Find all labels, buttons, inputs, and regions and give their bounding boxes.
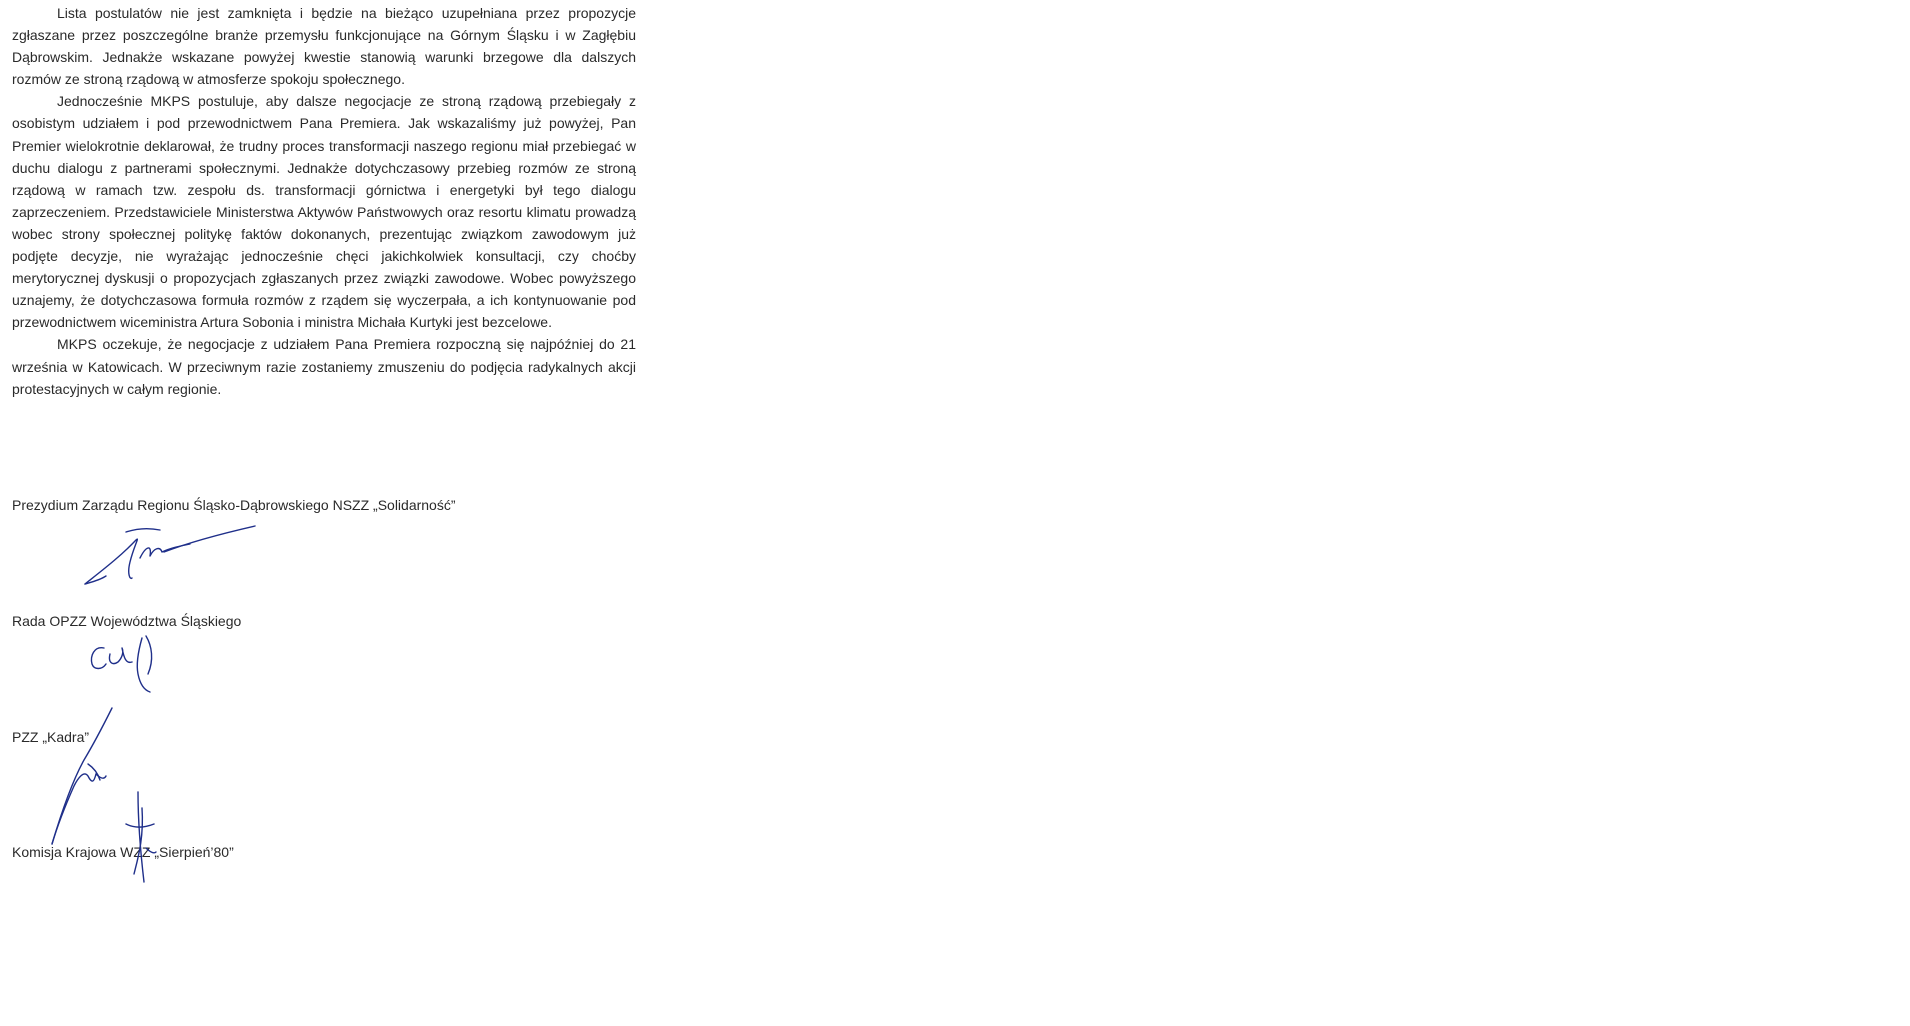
signatory-solidarnosc: Prezydium Zarządu Regionu Śląsko-Dąbrowskiego NSZZ „Solidarność” bbox=[12, 497, 456, 513]
paragraph-negotiations-premier: Jednocześnie MKPS postuluje, aby dalsze negocjacje ze stroną rządową przebiegały z osobistym udziałem i pod przewodnictwem Pana Premiera. Jak wskazaliśmy już powyżej, Pan Premier wielokrotnie deklarował, że trudny proces transformacji naszego regionu miał przebiegać w duchu dialogu z partnerami społecznymi. Jednakże dotychczasowy przebieg rozmów ze stroną rządową w ramach tzw. zespołu ds. transformacji górnictwa i energetyki był tego dialogu zaprzeczeniem. Przedstawiciele Ministerstwa Aktywów Państwowych oraz resortu klimatu prowadzą wobec strony społecznej politykę faktów dokonanych, prezentując związkom zawodowym już podjęte decyzje, nie wyrażając jednocześnie chęci jakichkolwiek konsultacji, czy choćby merytorycznej dyskusji o propozycjach zgłaszanych przez związki zawodowe. Wobec powyższego uznajemy, że dotychczasowa formuła rozmów z rządem się wyczerpała, a ich kontynuowanie pod przewodnictwem wiceministra Artura Sobonia i ministra Michała Kurtyki jest bezcelowe. bbox=[12, 93, 636, 331]
paragraph-deadline: MKPS oczekuje, że negocjacje z udziałem Pana Premiera rozpoczną się najpóźniej do 21 września w Katowicach. W przeciwnym razie zostaniemy zmuszeniu do podjęcia radykalnych akcji protestacyjnych w całym regionie. bbox=[12, 336, 636, 397]
signature-kadra bbox=[44, 704, 124, 854]
signatory-kadra: PZZ „Kadra” bbox=[12, 729, 90, 745]
signatory-wzz-sierpien80: Komisja Krajowa WZZ „Sierpień’80” bbox=[12, 844, 234, 860]
signature-solidarnosc bbox=[80, 522, 260, 590]
signatory-opzz: Rada OPZZ Województwa Śląskiego bbox=[12, 613, 242, 629]
signature-wzz bbox=[120, 788, 170, 884]
letter-body bbox=[12, 2, 636, 400]
signature-opzz bbox=[86, 634, 166, 692]
paragraph-postulates-list: Lista postulatów nie jest zamknięta i będzie na bieżąco uzupełniana przez propozycje zgłaszane przez poszczególne branże przemysłu funkcjonujące na Górnym Śląsku i w Zagłębiu Dąbrowskim. Jednakże wskazane powyżej kwestie stanowią warunki brzegowe dla dalszych rozmów ze stroną rządową w atmosferze spokoju społecznego. bbox=[12, 5, 636, 88]
